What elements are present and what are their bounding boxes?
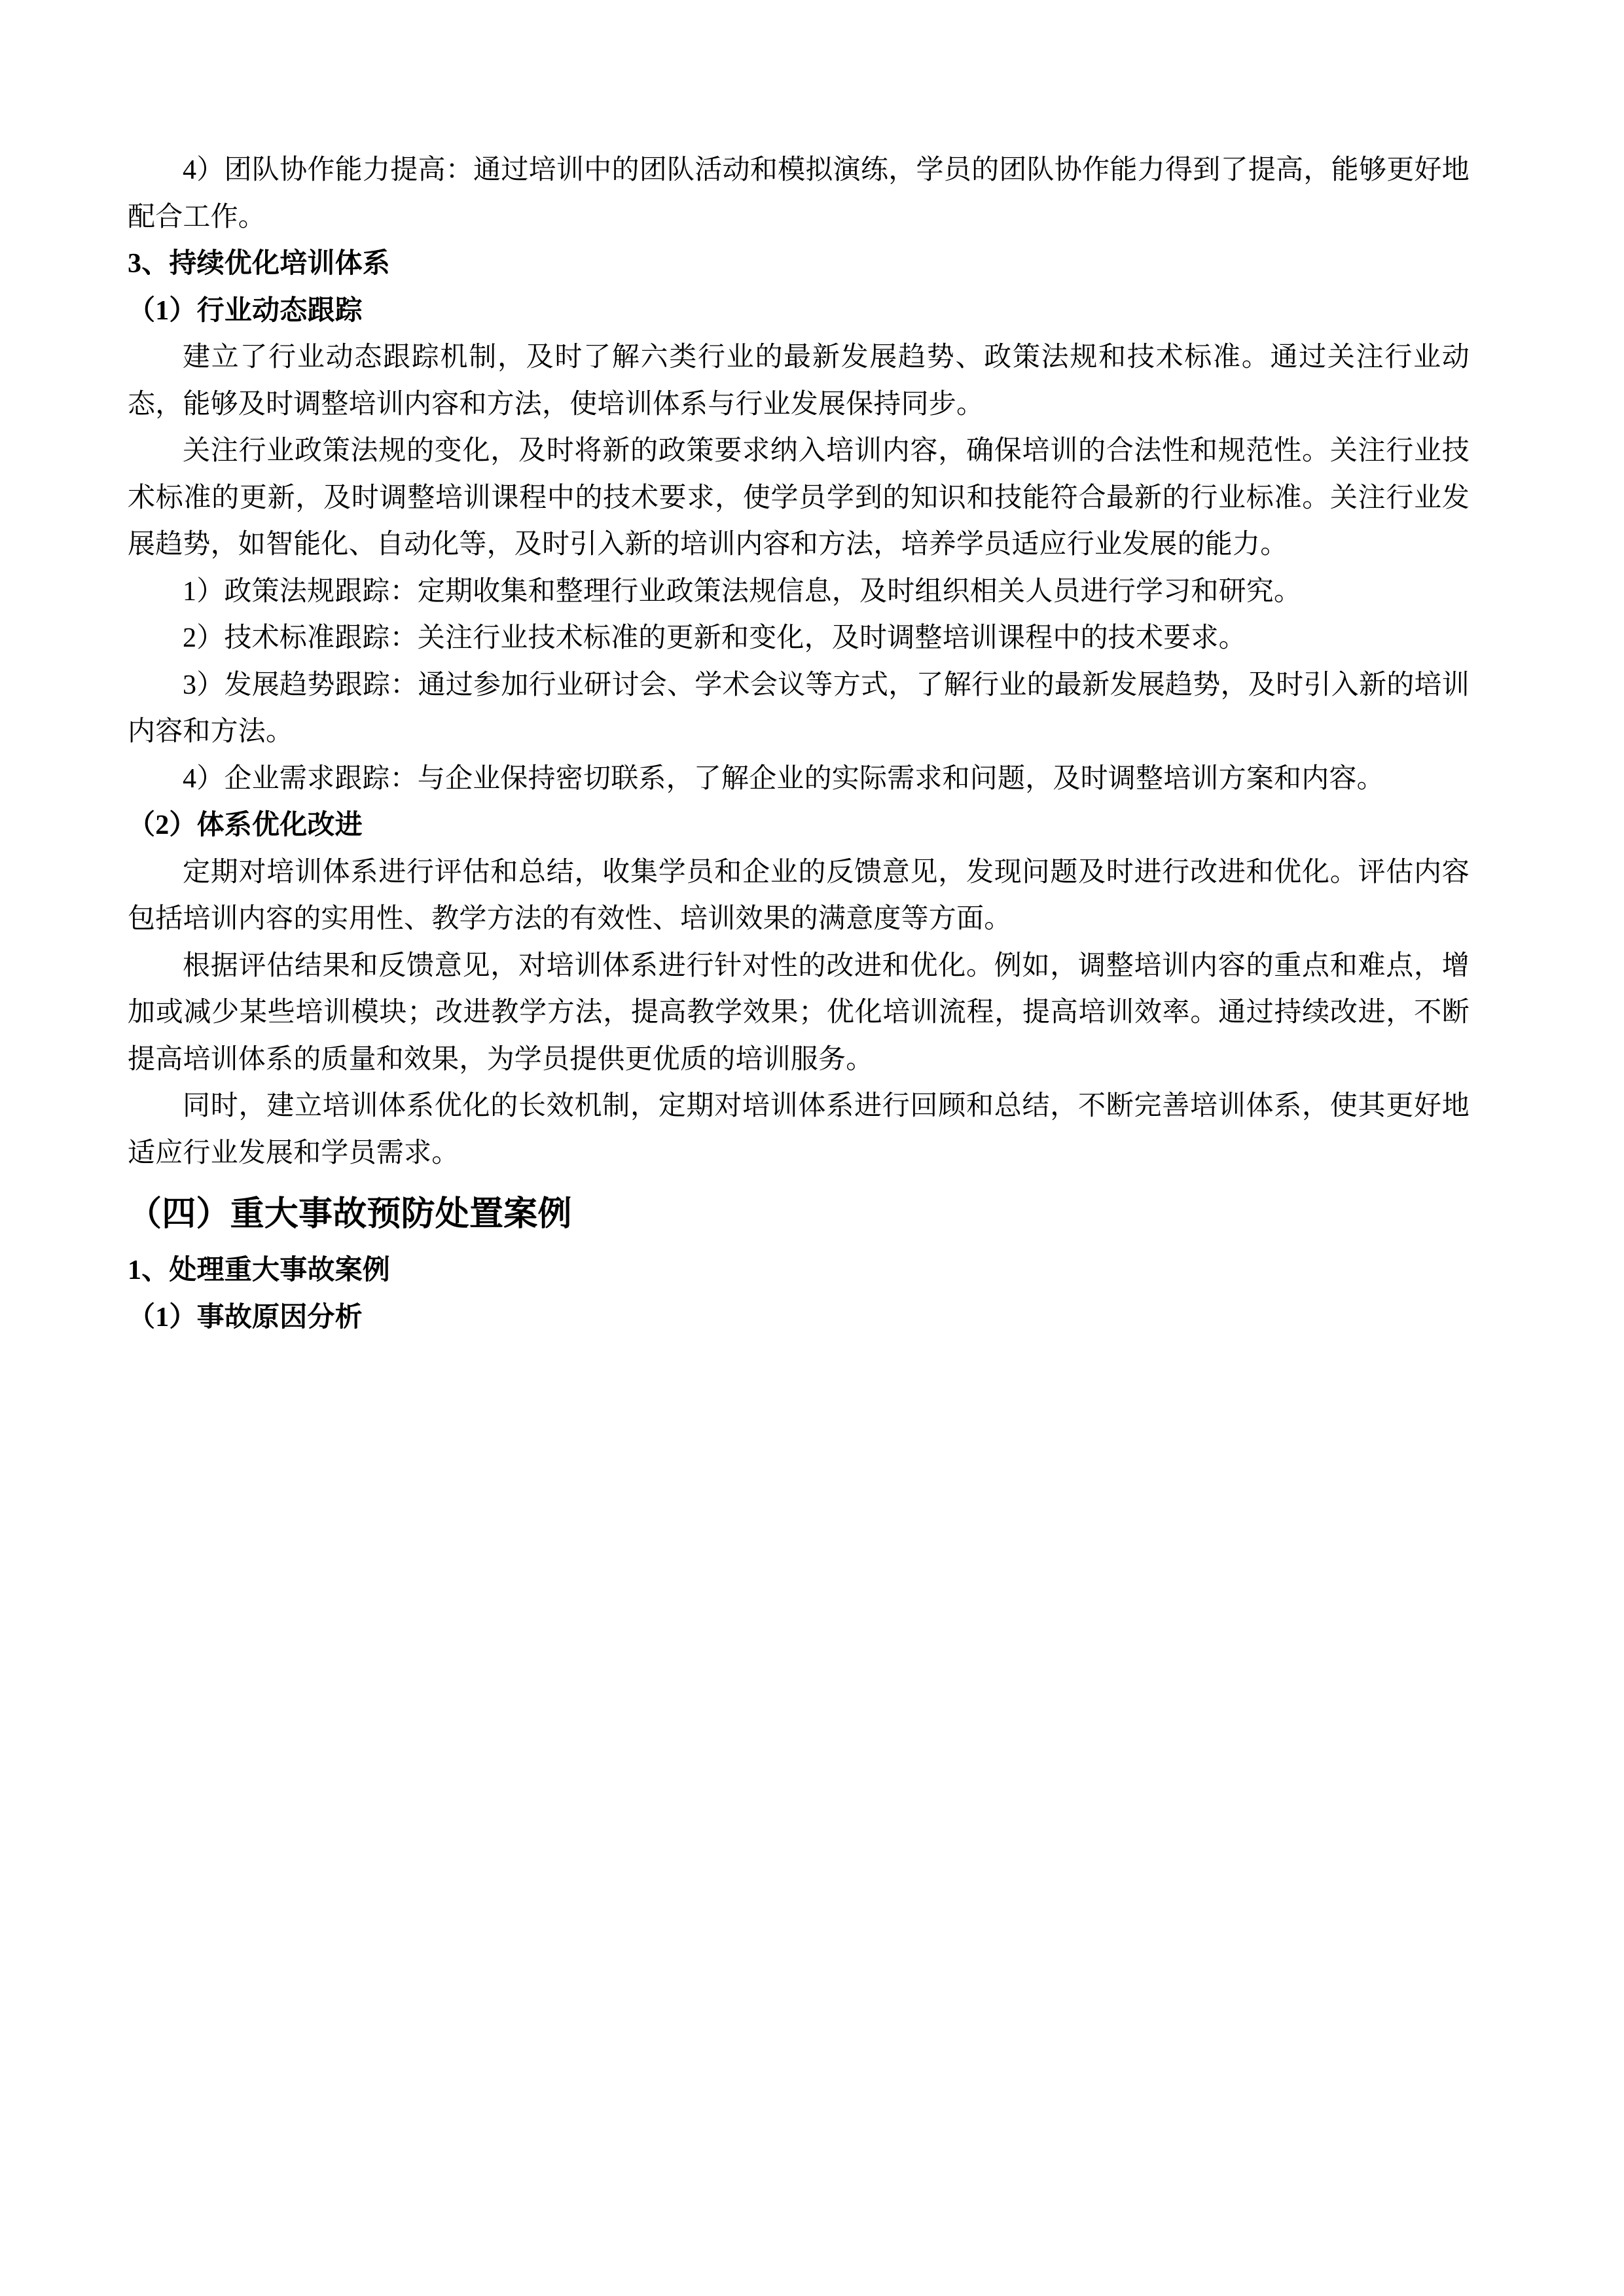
list-item-enterprise-demand-tracking: 4）企业需求跟踪：与企业保持密切联系，了解企业的实际需求和问题，及时调整培训方案和内容。 [183, 763, 1384, 794]
paragraph-team-collaboration: 4）团队协作能力提高：通过培训中的团队活动和模拟演练，学员的团队协作能力得到了提高，能够更好地配合工作。 [128, 155, 1470, 232]
paragraph-periodic-evaluation: 定期对培训体系进行评估和总结，收集学员和企业的反馈意见，发现问题及时进行改进和优化。评估内容包括培训内容的实用性、教学方法的有效性、培训效果的满意度等方面。 [128, 857, 1470, 934]
paragraph-tracking-mechanism: 建立了行业动态跟踪机制，及时了解六类行业的最新发展趋势、政策法规和技术标准。通过关注行业动态，能够及时调整培训内容和方法，使培训体系与行业发展保持同步。 [128, 342, 1470, 420]
list-item-policy-regulation-tracking: 1）政策法规跟踪：定期收集和整理行业政策法规信息，及时组织相关人员进行学习和研究。 [183, 576, 1302, 607]
paragraph-long-term-mechanism: 同时，建立培训体系优化的长效机制，定期对培训体系进行回顾和总结，不断完善培训体系，使其更好地适应行业发展和学员需求。 [128, 1091, 1470, 1168]
heading-continuous-optimization: 3、持续优化培训体系 [128, 249, 391, 279]
heading-accident-cause-analysis: （1）事故原因分析 [128, 1302, 363, 1333]
document-body [128, 147, 1470, 1341]
list-item-development-trend-tracking: 3）发展趋势跟踪：通过参加行业研讨会、学术会议等方式，了解行业的最新发展趋势，及时引入新的培训内容和方法。 [128, 670, 1470, 747]
heading-handle-major-accident-case: 1、处理重大事故案例 [128, 1255, 391, 1285]
heading-major-accident-prevention: （四）重大事故预防处置案例 [128, 1196, 572, 1233]
list-item-technical-standard-tracking: 2）技术标准跟踪：关注行业技术标准的更新和变化，及时调整培训课程中的技术要求。 [183, 623, 1246, 653]
heading-system-optimization: （2）体系优化改进 [128, 810, 363, 840]
heading-industry-tracking: （1）行业动态跟踪 [128, 295, 363, 326]
paragraph-policy-standards-trends: 关注行业政策法规的变化，及时将新的政策要求纳入培训内容，确保培训的合法性和规范性。关注行业技术标准的更新，及时调整培训课程中的技术要求，使学员学到的知识和技能符合最新的行业标准。关注行业发展趋势，如智能化、自动化等，及时引入新的培训内容和方法，培养学员适应行业发展的能力。 [128, 436, 1470, 560]
paragraph-targeted-improvement: 根据评估结果和反馈意见，对培训体系进行针对性的改进和优化。例如，调整培训内容的重点和难点，增加或减少某些培训模块；改进教学方法，提高教学效果；优化培训流程，提高培训效率。通过持续改进，不断提高培训体系的质量和效果，为学员提供更优质的培训服务。 [128, 950, 1470, 1075]
